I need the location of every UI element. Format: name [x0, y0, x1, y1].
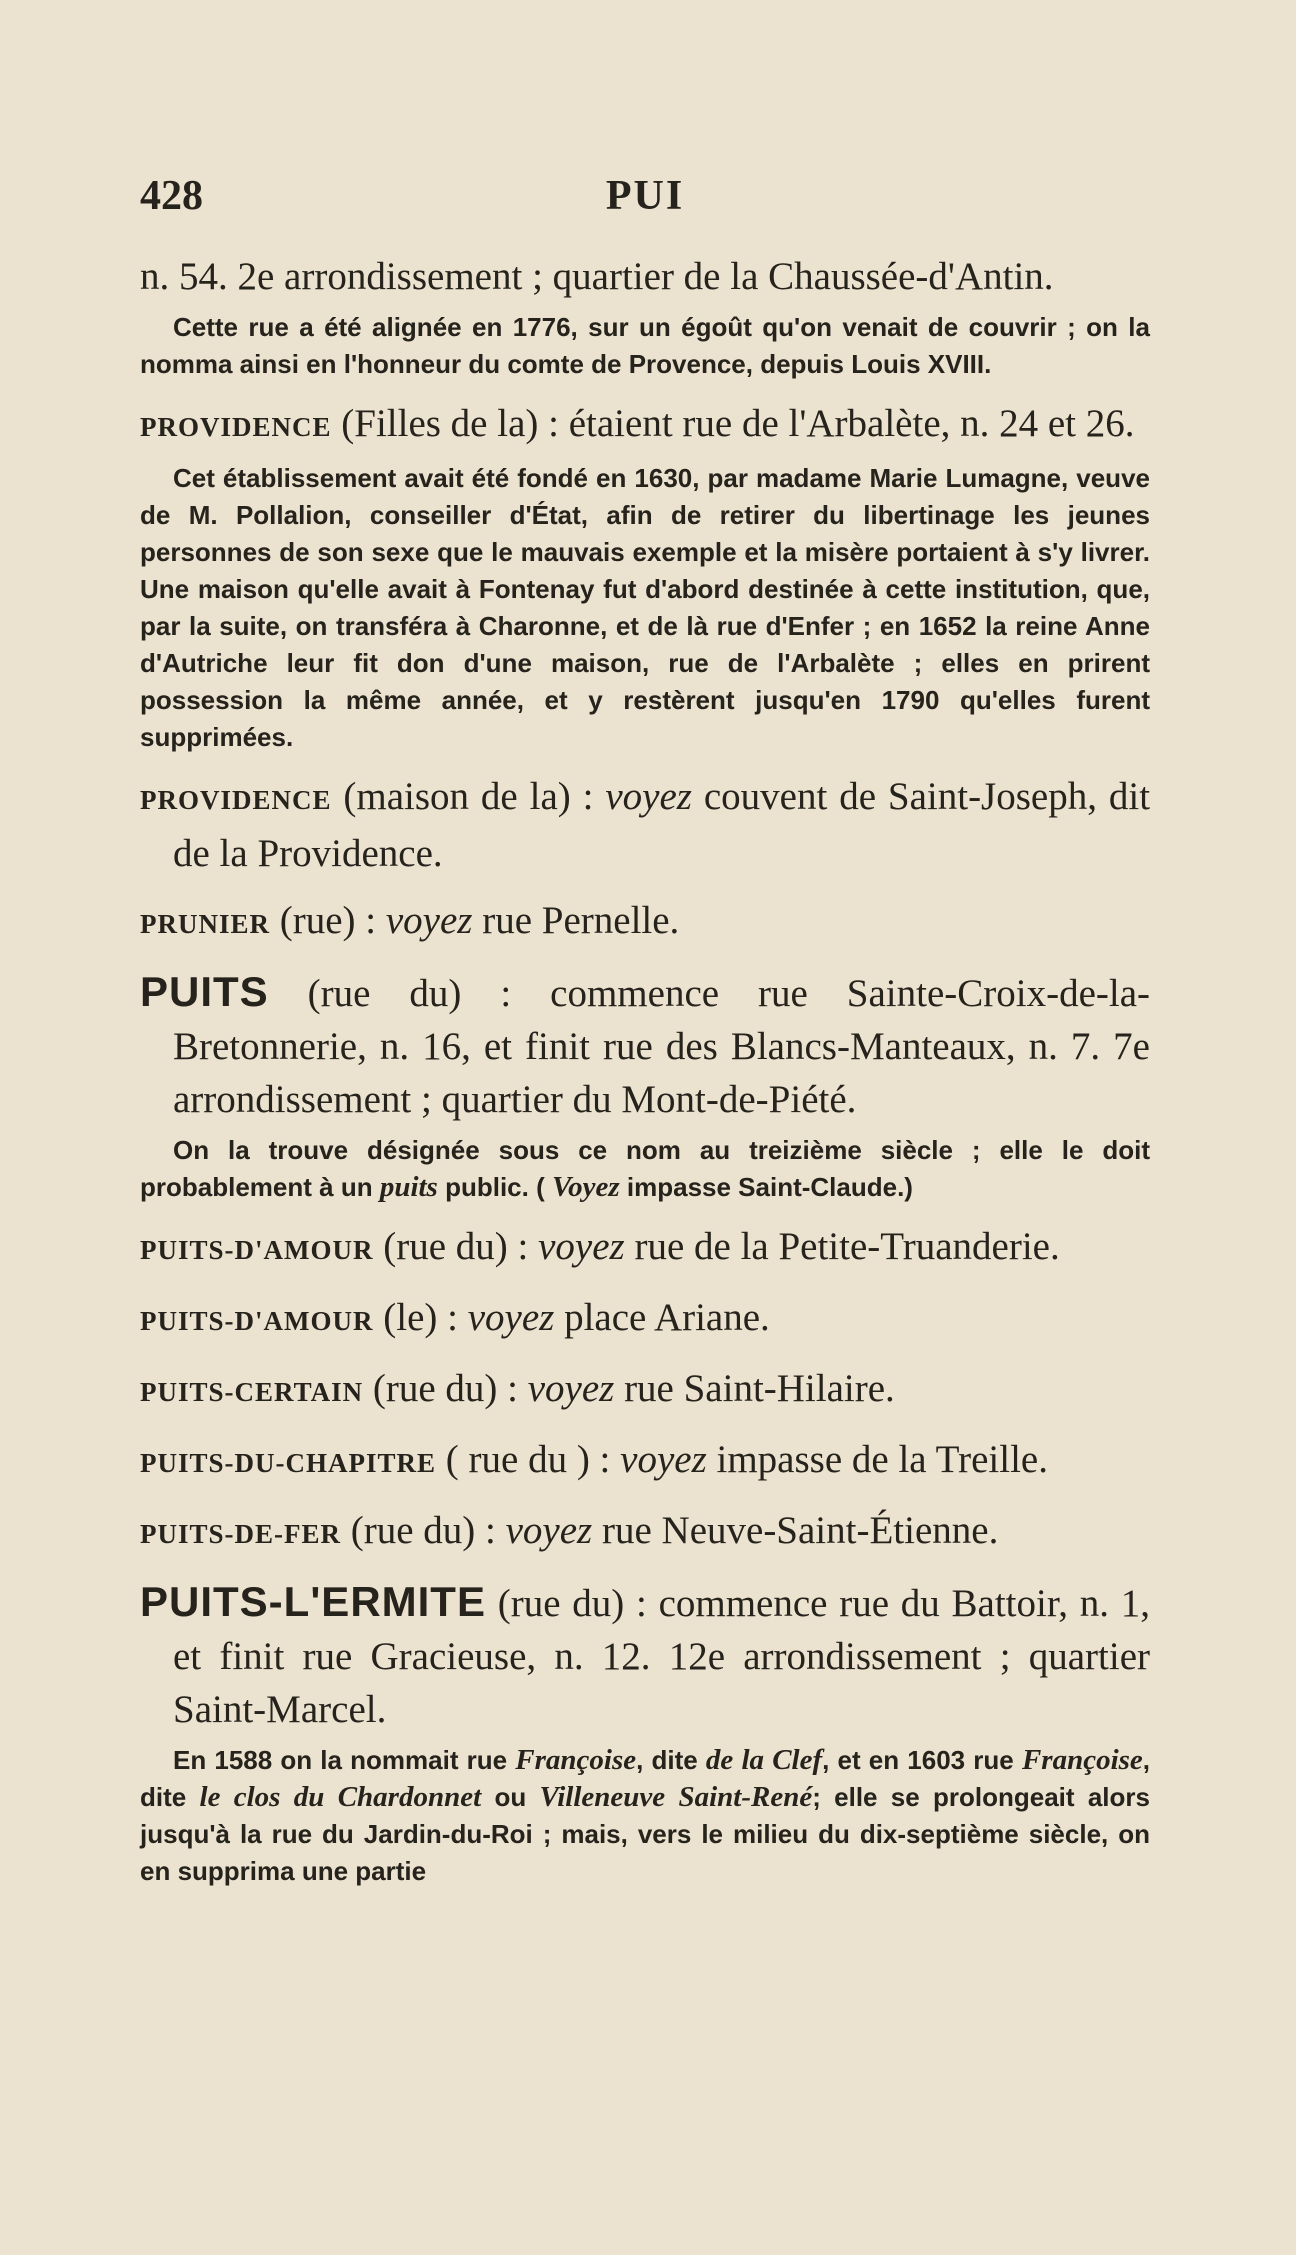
entry-main-italic: voyez: [467, 1296, 555, 1339]
entry-main-text: n. 54. 2e arrondissement ; quartier de la Chaussée-d'Antin.: [140, 255, 1054, 298]
entry-main-text: (Filles de la) : étaient rue de l'Arbalète, n. 24 et 26.: [341, 402, 1135, 445]
entry-continuation: [140, 250, 1150, 383]
page-number: 428: [140, 173, 203, 219]
entry-main: [140, 965, 1150, 1126]
entry-main-after: rue Neuve-Saint-Étienne.: [601, 1509, 999, 1552]
page-header: [140, 172, 1150, 222]
entry-main: [140, 1433, 1150, 1490]
entry-headword: PUITS-DU-CHAPITRE: [140, 1448, 437, 1478]
entry-note: [140, 1132, 1150, 1206]
note-text: , et en 1603 rue: [822, 1745, 1014, 1775]
entry-main-before: (le) :: [383, 1296, 458, 1339]
entry-main-text: (rue du) : commence rue Sainte-Croix-de-la-Bretonnerie, n. 16, et finit rue des Blancs-Manteaux, n. 7. 7e arrondissement ; quartier du Mont-de-Piété.: [173, 972, 1150, 1121]
entry-main-after: couvent de Saint-Joseph, dit de la Providence.: [173, 775, 1151, 875]
entry-main-italic: voyez: [605, 775, 692, 818]
entry-main: [140, 1504, 1150, 1561]
note-italic: Françoise: [1021, 1744, 1143, 1776]
note-text: , dite: [636, 1745, 698, 1775]
entry-puits: [140, 965, 1150, 1206]
entry-main: [140, 770, 1150, 880]
entry-headword: PROVIDENCE: [140, 785, 332, 815]
entry-main-after: rue Saint-Hilaire.: [624, 1367, 895, 1410]
entry-headword: PUITS-D'AMOUR: [140, 1235, 374, 1265]
entry-headword: PUITS: [140, 968, 269, 1015]
entry-puits-d-amour-le: [140, 1291, 1150, 1348]
note-italic: de la Clef: [705, 1744, 823, 1776]
entry-main-before: (rue du) :: [383, 1225, 529, 1268]
note-text: On la trouve désignée sous ce nom au treizième siècle ; elle le doit probablement à un: [140, 1135, 1150, 1202]
entry-main-before: (maison de la) :: [343, 775, 594, 818]
entry-note: Cet établissement avait été fondé en 1630, par madame Marie Lumagne, veuve de M. Pollalion, conseiller d'État, afin de retirer du libertinage les jeunes personnes de son sexe que le mauvais exemple et la misère portaient à s'y livrer. Une maison qu'elle avait à Fontenay fut d'abord destinée à cette institution, que, par la suite, on transféra à Charonne, et de là rue d'Enfer ; en 1652 la reine Anne d'Autriche leur fit don d'une maison, rue de l'Arbalète ; elles en prirent possession la même année, et y restèrent jusqu'en 1790 qu'elles furent supprimées.: [140, 463, 1150, 752]
entry-puits-d-amour-rue: [140, 1220, 1150, 1277]
note-italic: Voyez: [551, 1171, 620, 1203]
note-text: ; elle se prolongeait alors jusqu'à la rue du Jardin-du-Roi ; mais, vers le milieu du dix-septième siècle, on en supprima une partie: [140, 1782, 1150, 1886]
note-text: ou: [494, 1782, 527, 1812]
entry-main-after: rue Pernelle.: [482, 899, 680, 942]
entry-puits-de-fer: [140, 1504, 1150, 1561]
entry-main: [140, 397, 1150, 454]
entry-main-italic: voyez: [620, 1438, 707, 1481]
entry-providence-filles: [140, 397, 1150, 756]
entry-prunier: [140, 894, 1150, 951]
note-italic: Françoise: [515, 1744, 637, 1776]
note-text: impasse Saint-Claude.): [626, 1172, 913, 1202]
entry-main: [140, 894, 1150, 951]
entry-main-before: (rue du) :: [350, 1509, 496, 1552]
entry-main: [140, 1291, 1150, 1348]
entry-main-before: (rue du) :: [372, 1367, 518, 1410]
entry-note: [140, 1742, 1150, 1890]
note-text: , dite: [140, 1745, 1151, 1812]
entry-puits-du-chapitre: [140, 1433, 1150, 1490]
entry-puits-l-ermite: [140, 1575, 1150, 1890]
entry-headword: PRUNIER: [140, 909, 271, 939]
entry-note: Cette rue a été alignée en 1776, sur un égoût qu'on venait de couvrir ; on la nomma ainsi en l'honneur du comte de Provence, depuis Louis XVIII.: [140, 312, 1150, 379]
entry-main: [140, 1575, 1150, 1736]
entry-headword: PUITS-DE-FER: [140, 1519, 342, 1549]
entry-puits-certain: [140, 1362, 1150, 1419]
note-italic: puits: [379, 1171, 438, 1203]
note-italic: Villeneuve Saint-René: [539, 1781, 813, 1813]
entry-main-italic: voyez: [385, 899, 473, 942]
running-head: PUI: [605, 173, 685, 219]
entry-main: [140, 1220, 1150, 1277]
entry-headword: PROVIDENCE: [140, 412, 332, 442]
entry-headword: PUITS-CERTAIN: [140, 1377, 364, 1407]
entry-main-after: impasse de la Treille.: [716, 1438, 1048, 1481]
note-italic: le clos du Chardonnet: [199, 1781, 482, 1813]
entry-main-before: ( rue du ) :: [445, 1438, 611, 1481]
entry-main-after: rue de la Petite-Truanderie.: [634, 1225, 1060, 1268]
entry-main-italic: voyez: [505, 1509, 593, 1552]
entry-main: [140, 1362, 1150, 1419]
entry-main-text: (rue du) : commence rue du Battoir, n. 1, et finit rue Gracieuse, n. 12. 12e arrondissement ; quartier Saint-Marcel.: [173, 1582, 1150, 1731]
note-text: En 1588 on la nommait rue: [173, 1745, 508, 1775]
page-content: [140, 250, 1150, 1904]
note-text: public. (: [445, 1172, 545, 1202]
entry-main-before: (rue) :: [279, 899, 377, 942]
entry-main-after: place Ariane.: [564, 1296, 770, 1339]
entry-headword: PUITS-L'ERMITE: [140, 1578, 486, 1625]
entry-providence-maison: [140, 770, 1150, 880]
entry-main-italic: voyez: [538, 1225, 625, 1268]
entry-headword: PUITS-D'AMOUR: [140, 1306, 374, 1336]
entry-main-italic: voyez: [527, 1367, 615, 1410]
